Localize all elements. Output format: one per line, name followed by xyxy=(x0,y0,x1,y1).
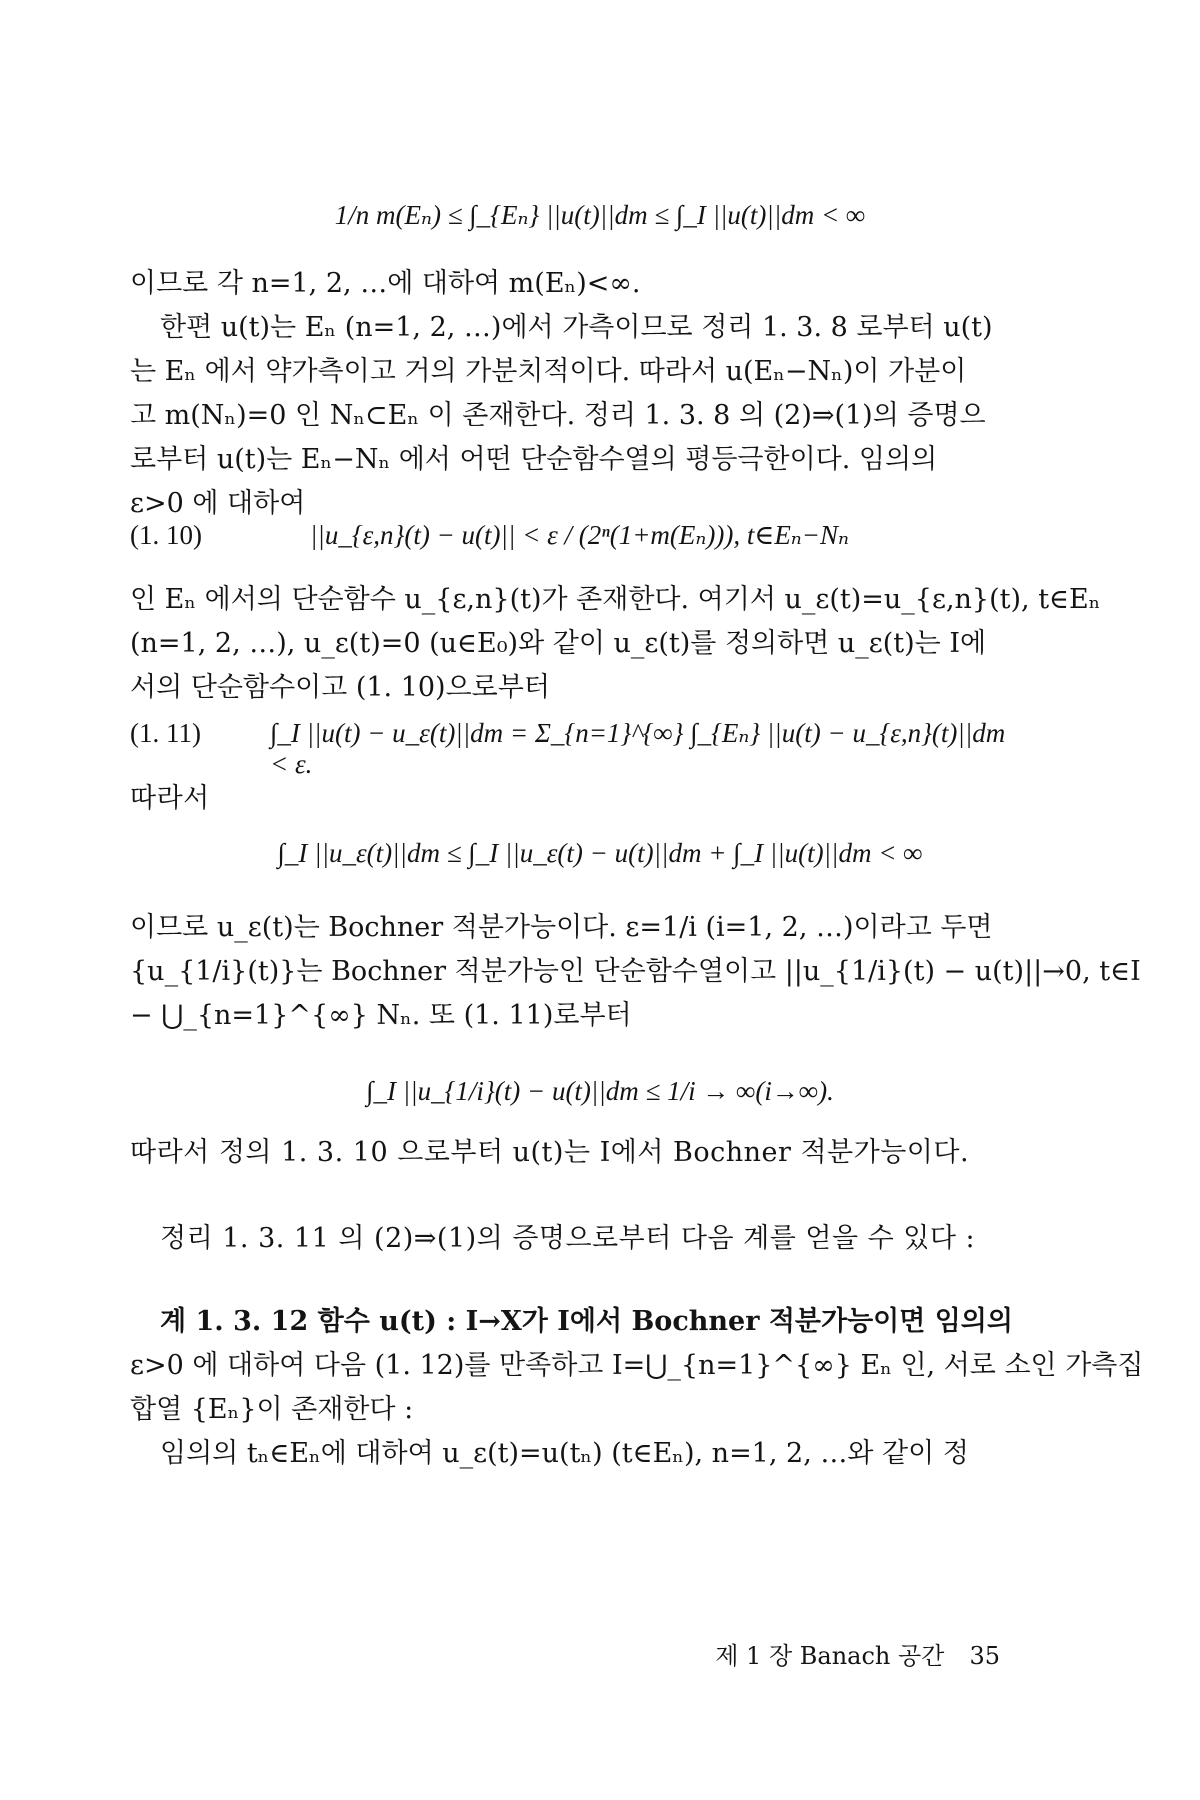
equation-body: ∫_I ||u(t) − u_ε(t)||dm = Σ_{n=1}^{∞} ∫_{Eₙ} ||u(t) − u_{ε,n}(t)||dm < ε. xyxy=(270,718,1006,779)
text-line: 서의 단순함수이고 (1. 10)으로부터 xyxy=(130,672,550,703)
equation-number: (1. 10) xyxy=(130,520,202,550)
equation-body: ||u_{ε,n}(t) − u(t)|| < ε / (2ⁿ(1+m(Eₙ))), t∈Eₙ−Nₙ xyxy=(310,520,849,550)
page-footer xyxy=(715,1636,1000,1671)
text-line: 고 m(Nₙ)=0 인 Nₙ⊂Eₙ 이 존재한다. 정리 1. 3. 8 의 (2)⇒(1)의 증명으 xyxy=(130,400,986,431)
text-therefore: 따라서 xyxy=(130,783,210,814)
page-number: 35 xyxy=(969,1642,1000,1670)
equation-1-10 xyxy=(130,520,1030,551)
text-line: {u_{1/i}(t)}는 Bochner 적분가능인 단순함수열이고 ||u_{1/i}(t) − u(t)||→0, t∈I xyxy=(130,956,1141,987)
equation-top: 1/n m(Eₙ) ≤ ∫_{Eₙ} ||u(t)||dm ≤ ∫_I ||u(t)||dm < ∞ xyxy=(334,200,866,230)
text-line: 이므로 각 n=1, 2, …에 대하여 m(Eₙ)<∞. xyxy=(130,268,641,299)
paragraph-4: 따라서 정의 1. 3. 10 으로부터 u(t)는 I에서 Bochner 적분가능이다. xyxy=(130,1137,970,1168)
equation-mid: ∫_I ||u_ε(t)||dm ≤ ∫_I ||u_ε(t) − u(t)||dm + ∫_I ||u(t)||dm < ∞ xyxy=(277,838,923,868)
text-line: 한편 u(t)는 Eₙ (n=1, 2, …)에서 가측이므로 정리 1. 3. 8 로부터 u(t) xyxy=(160,312,993,343)
text-line: − ⋃_{n=1}^{∞} Nₙ. 또 (1. 11)로부터 xyxy=(130,1000,632,1031)
paragraph-3 xyxy=(130,906,1141,1038)
text-line: (n=1, 2, …), u_ε(t)=0 (u∈E₀)와 같이 u_ε(t)를 정의하면 u_ε(t)는 I에 xyxy=(130,628,987,659)
text-line: 는 Eₙ 에서 약가측이고 거의 가분치적이다. 따라서 u(Eₙ−Nₙ)이 가분이 xyxy=(130,356,967,387)
paragraph-5: 정리 1. 3. 11 의 (2)⇒(1)의 증명으로부터 다음 계를 얻을 수 있다 : xyxy=(160,1223,976,1254)
corollary-heading: 계 1. 3. 12 함수 u(t) : I→X가 I에서 Bochner 적분가능이면 임의의 xyxy=(160,1306,1013,1337)
corollary-1-3-12 xyxy=(130,1300,1144,1476)
chapter-title: 제 1 장 Banach 공간 xyxy=(715,1642,945,1670)
equation-1-11 xyxy=(130,718,1030,779)
equation-number: (1. 11) xyxy=(130,718,201,748)
text-line: 로부터 u(t)는 Eₙ−Nₙ 에서 어떤 단순함수열의 평등극한이다. 임의의 xyxy=(130,444,938,475)
text-line: 합열 {Eₙ}이 존재한다 : xyxy=(130,1394,414,1425)
text-line: ε>0 에 대하여 다음 (1. 12)를 만족하고 I=⋃_{n=1}^{∞} Eₙ 인, 서로 소인 가측집 xyxy=(130,1350,1144,1381)
text-line: 인 Eₙ 에서의 단순함수 u_{ε,n}(t)가 존재한다. 여기서 u_ε(t)=u_{ε,n}(t), t∈Eₙ xyxy=(130,584,1101,615)
text-line: 이므로 u_ε(t)는 Bochner 적분가능이다. ε=1/i (i=1, 2, …)이라고 두면 xyxy=(130,912,993,943)
paragraph-2 xyxy=(130,578,1101,710)
text-line: 임의의 tₙ∈Eₙ에 대하여 u_ε(t)=u(tₙ) (t∈Eₙ), n=1, 2, …와 같이 정 xyxy=(160,1438,969,1469)
text-line: ε>0 에 대하여 xyxy=(130,488,306,519)
paragraph-1 xyxy=(130,262,1030,526)
equation-low: ∫_I ||u_{1/i}(t) − u(t)||dm ≤ 1/i → ∞(i→∞). xyxy=(366,1076,834,1106)
